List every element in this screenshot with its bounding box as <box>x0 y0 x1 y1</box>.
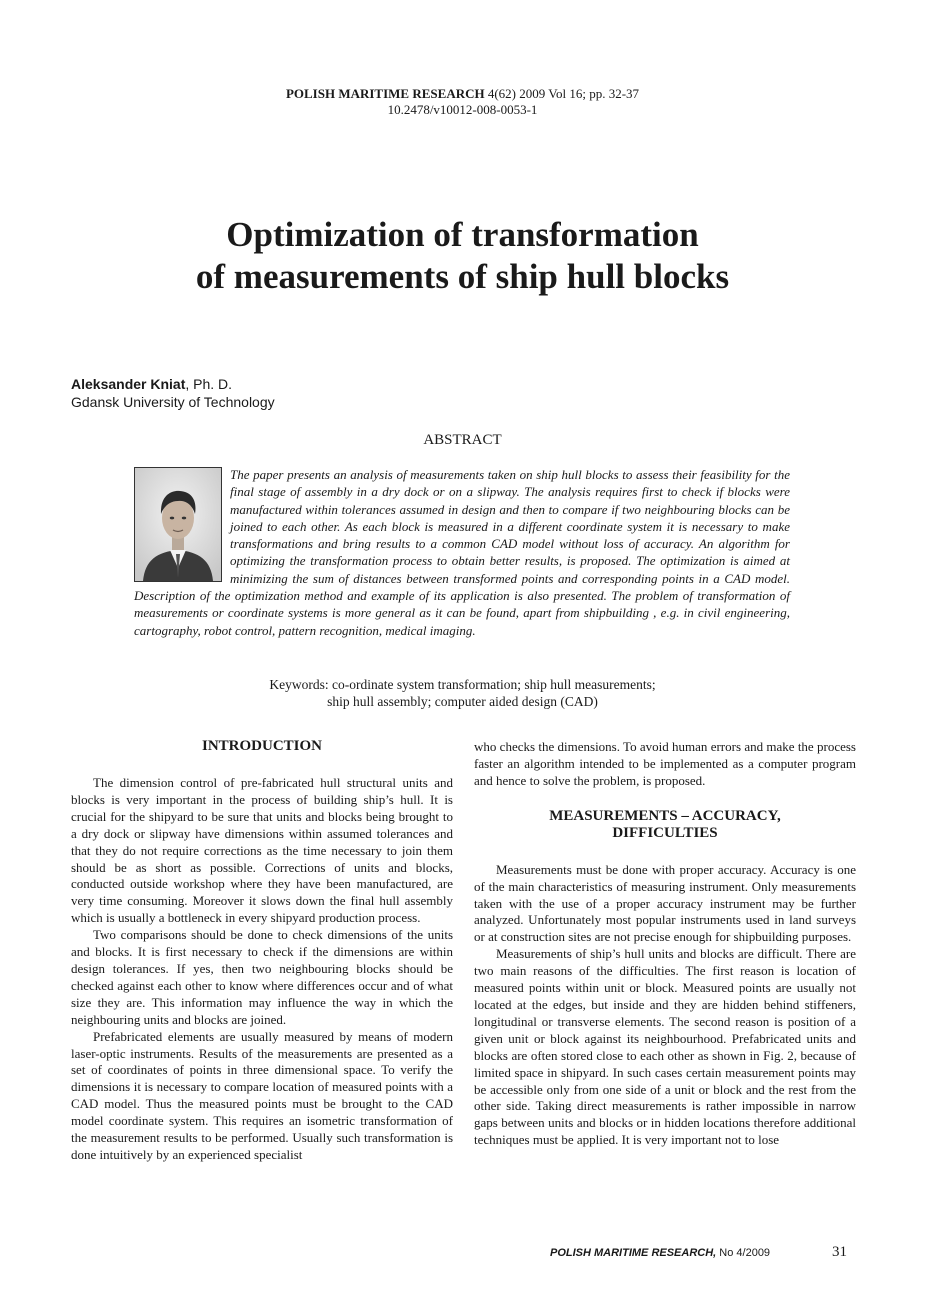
doi: 10.2478/v10012-008-0053-1 <box>387 102 538 117</box>
author-name: Aleksander Kniat <box>71 376 186 392</box>
intro-paragraph-2: Two comparisons should be done to check dimensions of the units and blocks. It is first necessary to check if the dimensions are within design tolerances. If yes, then two neighbouring blocks should be checked against each other to know where differences occur and of what size they are. This information may influence the way in which the neighbouring units and blocks are joined. <box>71 927 453 1027</box>
title-line-2: of measurements of ship hull blocks <box>195 257 730 296</box>
keywords-line-1: Keywords: co-ordinate system transformation; ship hull measurements; <box>269 677 656 692</box>
footer-issue: No 4/2009 <box>716 1247 771 1259</box>
introduction-heading: INTRODUCTION <box>201 738 322 754</box>
abstract-heading: ABSTRACT <box>423 432 502 448</box>
keywords <box>0 676 925 710</box>
measurements-heading <box>474 808 856 842</box>
footer-journal: POLISH MARITIME RESEARCH, <box>550 1247 717 1259</box>
journal-name: POLISH MARITIME RESEARCH <box>285 86 485 101</box>
paper-title <box>0 214 925 298</box>
author-degree: , Ph. D. <box>185 376 233 392</box>
left-column <box>71 738 453 1164</box>
measurements-paragraph-2: Measurements of ship’s hull units and blocks are difficult. There are two main reasons of the difficulties. The first reason is location of measured points within unit or block. Measured points are usually not located at the edges, but inside and they are hidden behind stiffeners, longitudinal or transverse elements. The second reason is position of a given unit or block against its neighbourhood. Prefabricated units and blocks are often stored close to each other as shown in Fig. 2, because of limited space in shipyard. In such cases certain measurement points may be accessible only from one side of a unit or block and the rest from the other side. Taking direct measurements is rather impossible in narrow gaps between units and blocks or in hidden locations therefore additional techniques must be applied. It is very important not to lose <box>474 946 856 1148</box>
journal-issue: 4(62) 2009 Vol 16; pp. 32-37 <box>484 86 640 101</box>
measurements-heading-line-2: DIFFICULTIES <box>612 824 718 841</box>
intro-paragraph-3: Prefabricated elements are usually measured by means of modern laser-optic instruments. Results of the measurements are presented as a set of coordinates of points in three dimensional space. To verify the dimensions it is necessary to compare location of measured points with a CAD model. Thus the measured points must be brought to the CAD model coordinate system. This requires an isometric transformation of the measurement results to be performed. Usually such transformation is done intuitively by an experienced specialist <box>71 1028 453 1162</box>
footer <box>550 1247 770 1259</box>
measurements-heading-line-1: MEASUREMENTS – ACCURACY, <box>549 807 781 824</box>
author-affiliation: Gdansk University of Technology <box>71 394 275 410</box>
author-block <box>71 375 275 411</box>
title-line-1: Optimization of transformation <box>226 215 699 254</box>
right-column <box>474 739 856 1149</box>
journal-header <box>0 86 925 118</box>
keywords-line-2: ship hull assembly; computer aided design (CAD) <box>327 694 598 709</box>
intro-paragraph-4: who checks the dimensions. To avoid human errors and make the process faster an algorithm intended to be implemented as a computer program and hence to solve the problem, is proposed. <box>474 739 856 788</box>
intro-paragraph-1: The dimension control of pre-fabricated hull structural units and blocks is very important in the process of building ship’s hull. It is crucial for the shipyard to be sure that units and blocks being brought to a dry dock or slipway have dimensions within assumed tolerances and that they do not require corrections as the time necessary to join them should be as short as possible. Corrections of units and blocks, conducted outside workshop where they have been manufactured, are very time consuming. Moreover it slows down the final hull assembly which is usually a bottleneck in every shipyard production process. <box>71 775 453 926</box>
abstract-text: The paper presents an analysis of measurements taken on ship hull blocks to assess their feasibility for the final stage of assembly in a dry dock or on a slipway. The analysis requires first to check if blocks were manufactured within tolerances assumed in design and then to compare if two neighbouring blocks can be joined to each other. As each block is measured in a different coordinate system it is necessary to make transformations and bring results to a common CAD model without loss of accuracy. An algorithm for optimizing the transformation process to obtain better results, is proposed. The optimization is aimed at minimizing the sum of distances between transformed points and corresponding points in a CAD model. Description of the optimization method and example of its application is also presented. The problem of transformation of measurements or coordinate systems is more general as it can be found, apart from shipbuilding , e.g. in civil engineering, cartography, robot control, pattern recognition, medical imaging. <box>134 467 790 638</box>
abstract-body <box>134 466 790 639</box>
page-number: 31 <box>832 1244 847 1260</box>
measurements-paragraph-1: Measurements must be done with proper accuracy. Accuracy is one of the main characteristics of measuring instrument. Only measurements taken with the use of a proper accuracy instrument may be further analyzed. Unfortunately most popular instruments used in land surveys or at construction sites are not precise enough for shipbuilding purposes. <box>474 861 856 945</box>
